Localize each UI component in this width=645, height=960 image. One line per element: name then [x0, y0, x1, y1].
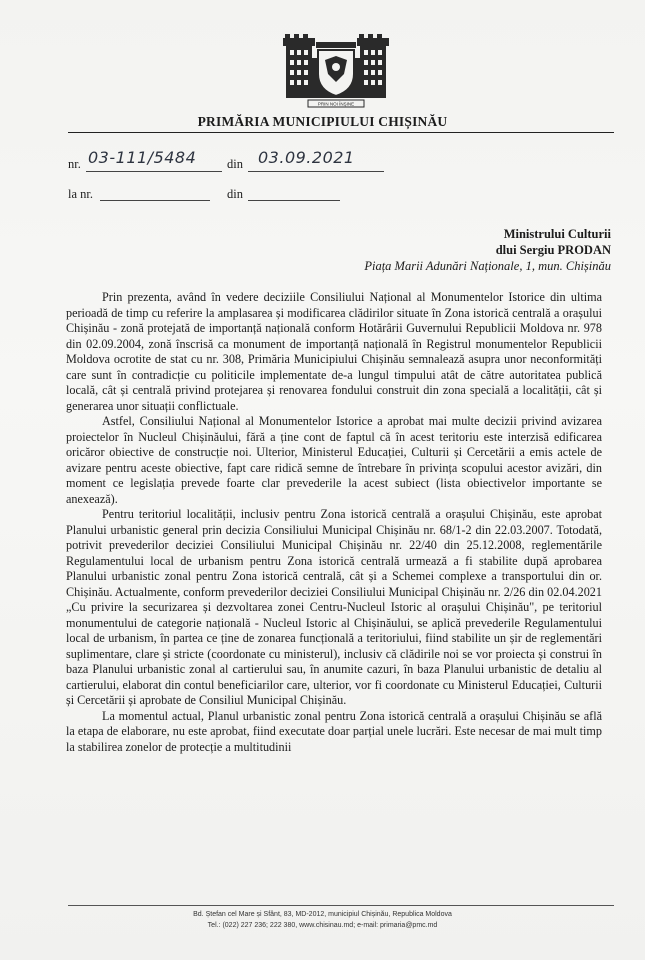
nr-label: nr.: [68, 157, 81, 171]
paragraph-4: La momentul actual, Planul urbanistic zonal pentru Zona istorică centrală a orașului Chișinău se află la etapa de elaborare, nu este aprobat, fiind executate doar parțial unele lucrări. Este necesar de mai mult timp la stabilirea zonelor de protecție a multitudinii: [66, 708, 602, 754]
nr-underline: [86, 171, 222, 172]
institution-name: PRIMĂRIA MUNICIPIULUI CHIȘINĂU: [197, 114, 448, 129]
la-nr-underline: [100, 200, 210, 201]
footer-contacts: Tel.: (022) 227 236; 222 380, www.chisinau.md; e-mail: primaria@pmc.md: [207, 922, 438, 929]
footer-address: Bd. Ștefan cel Mare și Sfânt, 83, MD-2012, municipiul Chișinău, Republica Moldova: [193, 911, 452, 918]
la-din-underline: [248, 200, 340, 201]
la-nr-label: la nr.: [68, 187, 93, 201]
recipient-address: Piața Marii Adunări Naționale, 1, mun. Chișinău: [364, 259, 611, 273]
paragraph-1: Prin prezenta, având în vedere deciziile Consiliului Național al Monumentelor Istorice din ultima perioadă de timp cu referire la amplasarea și modificarea clădirilor situate în Zona istorică centrală a orașului Chișinău - zonă protejată de importanță națională conform Hotărârii Guvernului Republicii Moldova nr. 978 din 02.09.2004, zonă înscrisă ca monument de importanță națională în Registrul monumentelor Republicii Moldova ocrotite de stat cu nr. 308, Primăria Municipiului Chișinău semnalează asupra unor neconformități care sunt în contradicție cu politicile implementate de-a lungul timpului atât de către autoritatea publică locală, cât și centrală privind protejarea și renovarea fondului construit din zona specială a localității, cât și generarea unor situații conflictuale.: [66, 290, 602, 413]
svg-text:PRIN NOI ÎNȘINE: PRIN NOI ÎNȘINE: [317, 101, 355, 107]
header-divider: [68, 132, 614, 133]
letter-body: [66, 290, 602, 755]
paragraph-3: Pentru teritoriul localității, inclusiv pentru Zona istorică centrală a orașului Chișinău, este aprobat Planului urbanistic general prin decizia Consiliului Municipal Chișinău nr. 68/1-2 din 22.03.2007. Totodată, potrivit prevederilor deciziei Consiliului Municipal Chișinău nr. 22/40 din 25.12.2008, reglementările Regulamentului local de urbanism pentru Zona istorică centrală urmează a fi stabilite după aprobarea Planului urbanistic zonal pentru Zona istorică centrală, cât și a Schemei complexe a transportului din or. Chișinău. Actualmente, conform prevederilor deciziei Consiliului Municipal Chișinău nr. 2/26 din 02.04.2021 „Cu privire la securizarea și dezvoltarea zonei Centru-Nucleul Istoric al orașului Chișinău", pe teritoriul monumentului de categorie națională - Nucleul Istoric al Chișinăului, se aplică prevederile Regulamentului local de urbanism, în partea ce ține de zonarea funcțională a teritoriului, fiind stabilite un șir de reglementări suplimentare, clare și stricte (coordonate cu ministerul), inclusiv că clădirile noi se vor proiecta și construi în baza Planului urbanistic zonal al cartierului sau, în anumite cazuri, în baza Planului urbanistic de detaliu al cartierului, elaborat din contul beneficiarilor care, ulterior, vor fi coordonate cu Ministerul Educației, Culturii și Cercetării și aprobate de Consiliul Municipal Chișinău.: [66, 507, 602, 707]
la-din-label: din: [227, 187, 243, 201]
footer-divider: [68, 905, 614, 906]
paragraph-2: Astfel, Consiliului Național al Monumentelor Istorice a aprobat mai multe decizii privind avizarea proiectelor în Nucleul Chișinăului, fără a ține cont de faptul că în acest teritoriu este interzisă edificarea oricăror obiective de construcție noi. Ulterior, Ministerul Educației, Culturii și Cercetării a emis actele de avizare pentru aceste obiective, fapt care ridică semne de întrebare în privința scopului acestor avizări, din moment ce legislația prevede foarte clar prevederile la acest subiect (lista obiectivelor importante se anexează).: [66, 414, 602, 506]
date-underline: [248, 171, 384, 172]
din-label: din: [227, 157, 243, 171]
registration-number: 03-111/5484: [88, 148, 197, 167]
registration-date: 03.09.2021: [258, 148, 355, 167]
recipient-name: dlui Sergiu PRODAN: [495, 243, 611, 257]
recipient-ministry: Ministrului Culturii: [503, 227, 611, 241]
coat-of-arms-logo: [278, 30, 394, 112]
recipient-block: [364, 226, 611, 274]
footer: [0, 909, 645, 931]
